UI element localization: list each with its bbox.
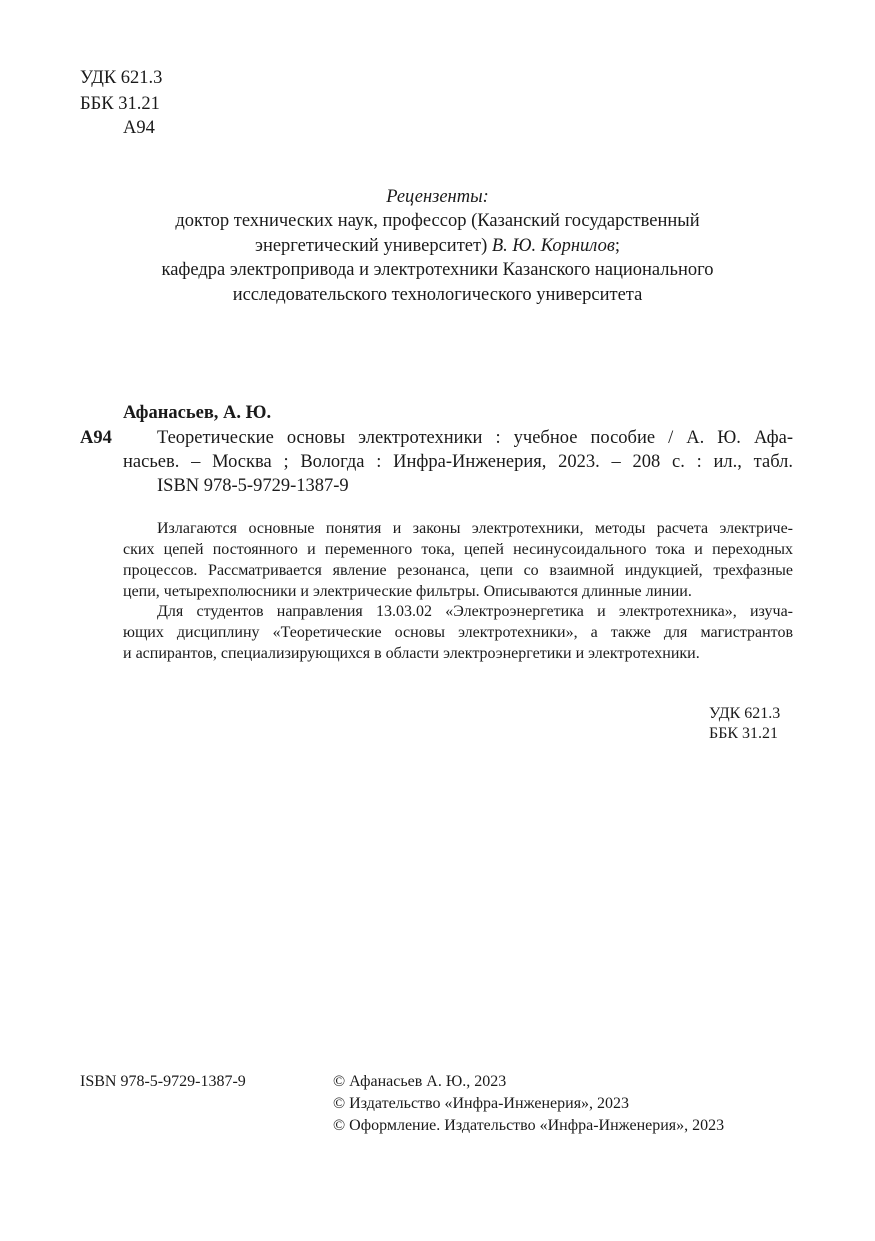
reviewer-punct: ; xyxy=(614,236,620,256)
bib-line-1: Теоретические основы электротехники : учебное пособие / А. Ю. Афа- xyxy=(157,428,793,448)
reviewer-line-4: исследовательского технологического университета xyxy=(232,285,643,305)
annotation-line-4: цепи, четырехполюсники и электрические фильтры. Описываются длинные линии. xyxy=(123,583,692,600)
author-heading: Афанасьев, А. Ю. xyxy=(123,403,272,423)
udk-code-repeat: УДК 621.3 xyxy=(709,705,781,722)
reviewer-name: В. Ю. Корнилов xyxy=(491,236,615,256)
copyright-author: © Афанасьев А. Ю., 2023 xyxy=(333,1073,507,1090)
bib-sign: А94 xyxy=(80,428,112,448)
annotation-line-5: Для студентов направления 13.03.02 «Электроэнергетика и электротехника», изуча- xyxy=(157,603,793,620)
annotation-line-1: Излагаются основные понятия и законы электротехники, методы расчета электриче- xyxy=(157,520,793,537)
annotation-line-3: процессов. Рассматривается явление резонанса, цепи со взаимной индукцией, трехфазные xyxy=(123,562,793,579)
bib-isbn: ISBN 978-5-9729-1387-9 xyxy=(157,476,349,496)
reviewer-line-3: кафедра электропривода и электротехники Казанского национального xyxy=(161,260,714,280)
annotation-line-6: ющих дисциплину «Теоретические основы электротехники», а также для магистрантов xyxy=(123,624,793,641)
reviewer-affiliation: энергетический университет) xyxy=(255,236,492,256)
copyright-design: © Оформление. Издательство «Инфра-Инженерия», 2023 xyxy=(333,1117,725,1134)
annotation-line-7: и аспирантов, специализирующихся в области электроэнергетики и электротехники. xyxy=(123,645,700,662)
udk-code: УДК 621.3 xyxy=(80,68,163,88)
reviewer-line-2 xyxy=(80,236,795,257)
bib-line-2: насьев. – Москва ; Вологда : Инфра-Инженерия, 2023. – 208 с. : ил., табл. xyxy=(123,452,793,472)
copyright-publisher: © Издательство «Инфра-Инженерия», 2023 xyxy=(333,1095,630,1112)
reviewer-line-1: доктор технических наук, профессор (Казанский государственный xyxy=(175,211,700,231)
reviewers-heading: Рецензенты: xyxy=(386,187,489,207)
bbk-code-repeat: ББК 31.21 xyxy=(709,725,779,742)
bbk-code: ББК 31.21 xyxy=(80,94,160,114)
annotation-line-2: ских цепей постоянного и переменного тока, цепей несинусоидального тока и переходных xyxy=(123,541,793,558)
footer-isbn: ISBN 978-5-9729-1387-9 xyxy=(80,1073,246,1090)
author-sign: А94 xyxy=(123,118,155,138)
